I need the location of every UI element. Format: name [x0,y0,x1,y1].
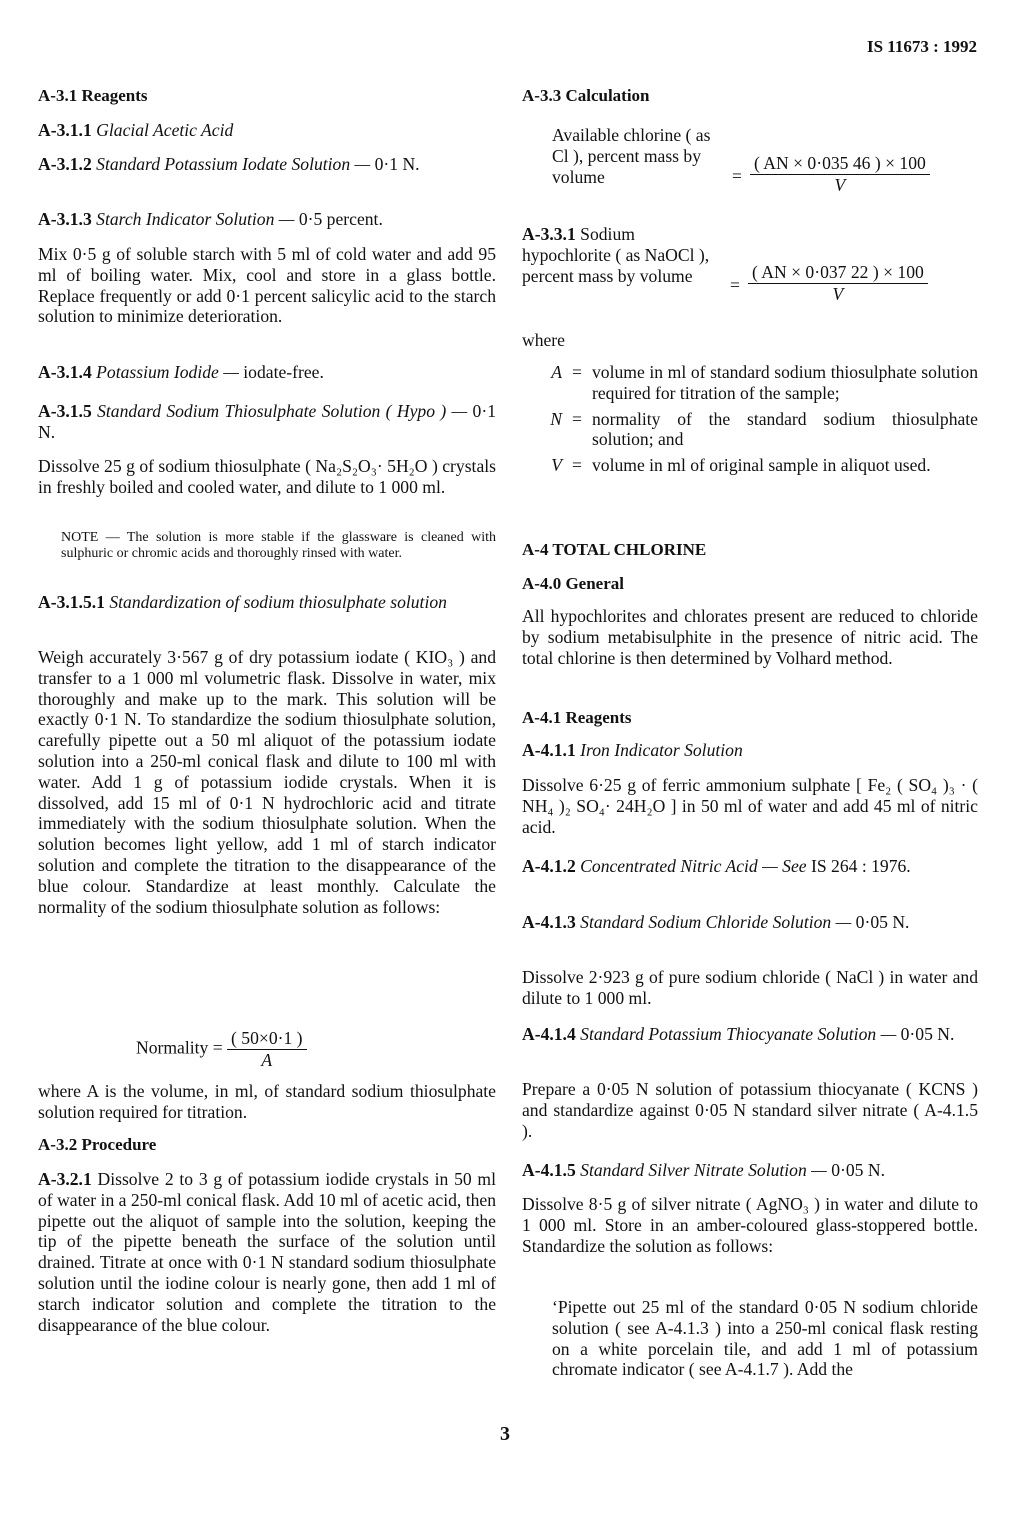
formula-denominator: V [832,283,844,304]
clause-number: A-3.1.5 [38,401,92,421]
formula-label: Sodium hypochlorite ( as NaOCl ), percent mass by volume [522,224,710,286]
definition-v [544,455,978,476]
clause-title: Standard Silver Nitrate Solution — [580,1160,827,1180]
def-variable: V [551,455,562,476]
section-a315 [38,401,496,443]
formula-numerator: ( AN × 0·037 22 ) × 100 [748,262,928,284]
section-a415-body: Dissolve 8·5 g of silver nitrate ( AgNO₃ ) in water and dilute to 1 000 ml. Store in an amber-coloured glass-stoppered bottle. Standardize the solution as follows: [522,1194,978,1256]
note: NOTE — The solution is more stable if the glassware is cleaned with sulphuric or chromic acids and thoroughly rinsed with water. [61,530,496,561]
section-a311 [38,120,496,141]
section-a32-heading: A-3.2 Procedure [38,1135,157,1154]
section-a3151 [38,592,496,613]
definition-n [544,409,978,451]
clause-value: IS 264 : 1976. [810,856,911,876]
clause-number: A-4.1.2 [522,856,576,876]
def-text: normality of the standard sodium thiosulphate solution; and [592,408,978,450]
section-a4-heading: A-4 TOTAL CHLORINE [522,540,707,559]
clause-number: A-3.1.2 [38,154,92,174]
section-a40-heading: A-4.0 General [522,574,624,593]
where-label: where [522,330,565,350]
clause-number: A-3.1.4 [38,362,92,382]
clause-body: Dissolve 2 to 3 g of potassium iodide crystals in 50 ml of water in a 250-ml conical flask. Add 10 ml of acetic acid, then pipette out the aliquot of sample into the solution, keeping the tip of the pipette beneath the surface of the solution until drained. Titrate at once with 0·1 N standard sodium thiosulphate solution until the iodine colour is nearly gone, then add 1 ml of starch indicator solution and complete the titration to the disappearance of the blue colour. [38,1169,496,1335]
section-a414-body: Prepare a 0·05 N solution of potassium thiocyanate ( KCNS ) and standardize against 0·05 N standard silver nitrate ( A-4.1.5 ). [522,1079,978,1141]
formula-label: Available chlorine ( as Cl ), percent mass by volume [552,125,711,187]
clause-value: iodate-free. [243,362,324,382]
calc-available-chlorine [522,117,978,196]
clause-number: A-3.1.5.1 [38,592,105,612]
section-a413-body: Dissolve 2·923 g of pure sodium chloride ( NaCl ) in water and dilute to 1 000 ml. [522,967,978,1008]
clause-title: Standard Sodium Thiosulphate Solution ( Hypo ) — [97,401,468,421]
def-equals: = [572,455,582,476]
clause-title: Standardization of sodium thiosulphate solution [109,592,447,612]
clause-number: A-4.1.5 [522,1160,576,1180]
def-equals: = [572,408,582,429]
section-a313 [38,209,496,230]
formula-fraction [748,206,928,305]
clause-title: Iron Indicator Solution [580,740,743,760]
clause-title: Standard Sodium Chloride Solution — [580,912,852,932]
formula-numerator: ( 50×0·1 ) [227,1028,306,1050]
clause-number: A-4.1.1 [522,740,576,760]
page-number: 3 [500,1423,510,1445]
section-a413 [522,912,978,933]
section-a315-body: Dissolve 25 g of sodium thiosulphate ( Na₂S₂O₃· 5H₂O ) crystals in freshly boiled and cooled water, and dilute to 1 000 ml. [38,456,496,497]
clause-number: A-4.1.4 [522,1024,576,1044]
formula-equals: = [730,274,740,295]
def-variable: N [550,408,562,429]
clause-title: Concentrated Nitric Acid — See [580,856,807,876]
clause-value: 0·05 N. [855,912,910,932]
formula-label: Normality = [136,1037,223,1058]
clause-number: A-4.1.3 [522,912,576,932]
formula-fraction [227,1028,306,1071]
formula-denominator: V [834,174,846,195]
where-a-text: where A is the volume, in ml, of standard sodium thiosulphate solution required for titration. [38,1081,496,1122]
clause-title: Glacial Acetic Acid [96,120,234,140]
clause-number: A-3.1.3 [38,209,92,229]
section-a411-body: Dissolve 6·25 g of ferric ammonium sulphate [ Fe₂ ( SO₄ )₃ · ( NH₄ )₂ SO₄· 24H₂O ] in 50 ml of water and add 45 ml of nitric acid. [522,775,978,837]
section-a321 [38,1169,496,1335]
formula-numerator: ( AN × 0·035 46 ) × 100 [750,153,930,175]
clause-value: 0·1 N. [374,154,420,174]
clause-value: 0·5 percent. [298,209,383,229]
clause-value: 0·1 N. [38,401,496,442]
standard-number: IS 11673 : 1992 [866,37,977,56]
clause-value: 0·05 N. [831,1160,885,1180]
def-variable: A [551,362,562,382]
section-a314 [38,362,496,383]
formula-equals: = [732,165,742,186]
clause-title: Starch Indicator Solution — [96,209,295,229]
definition-a [544,362,978,404]
def-text: volume in ml of original sample in aliquot used. [592,455,931,476]
section-a313-body: Mix 0·5 g of soluble starch with 5 ml of cold water and add 95 ml of boiling water. Mix, cool and store in a glass bottle. Replace frequently or add 0·1 percent salicylic acid to the starch solution to minimize deterioration. [38,244,496,327]
section-a411 [522,740,978,761]
formula-denominator: A [261,1049,273,1070]
def-equals: = [572,362,582,382]
section-a33-heading: A-3.3 Calculation [522,86,650,105]
section-a412 [522,856,978,877]
section-a41-heading: A-4.1 Reagents [522,708,632,727]
clause-value: 0·05 N. [900,1024,955,1044]
section-a40-body: All hypochlorites and chlorates present are reduced to chloride by sodium metabisulphite in the presence of nitric acid. The total chlorine is then determined by Volhard method. [522,606,978,668]
section-a312 [38,154,496,175]
clause-title: Potassium Iodide — [96,362,239,382]
formula-label-group [522,224,722,286]
variable-definitions [522,362,978,476]
calc-sodium-hypochlorite [522,206,978,305]
clause-number: A-3.2.1 [38,1169,92,1189]
quoted-procedure: ‘Pipette out 25 ml of the standard 0·05 N sodium chloride solution ( see A-4.1.3 ) into a 250-ml conical flask resting on a white porcelain tile, and add 1 ml of potassium chromate indicator ( see A-4.1.7 ). Add the [552,1297,978,1380]
normality-formula [38,1028,496,1071]
section-a414 [522,1024,978,1045]
clause-title: Standard Potassium Iodate Solution — [96,154,371,174]
section-a3151-body: Weigh accurately 3·567 g of dry potassium iodate ( KIO₃ ) and transfer to a 1 000 ml volumetric flask. Dissolve in water, mix thoroughly and make up to the mark. This solution will be exactly 0·1 N. To standardize the sodium thiosulphate solution, carefully pipette out a 50 ml aliquot of the potassium iodate solution into a 250-ml conical flask and dilute to 100 ml with water. Add 1 g of potassium iodide crystals. When it is dissolved, add 15 ml of 0·1 N hydrochloric acid and titrate immediately with the sodium thiosulphate solution. When the solution becomes light yellow, add 1 ml of starch indicator solution and complete the titration to the disappearance of the blue colour. Standardize at least monthly. Calculate the normality of the sodium thiosulphate solution as follows: [38,647,496,917]
section-a31-heading: A-3.1 Reagents [38,86,148,105]
clause-number: A-3.1.1 [38,120,92,140]
def-text: volume in ml of standard sodium thiosulphate solution required for titration of the sample; [592,362,978,403]
formula-fraction [750,117,930,196]
clause-number: A-3.3.1 [522,224,576,245]
clause-title: Standard Potassium Thiocyanate Solution — [580,1024,897,1044]
section-a415 [522,1160,978,1181]
